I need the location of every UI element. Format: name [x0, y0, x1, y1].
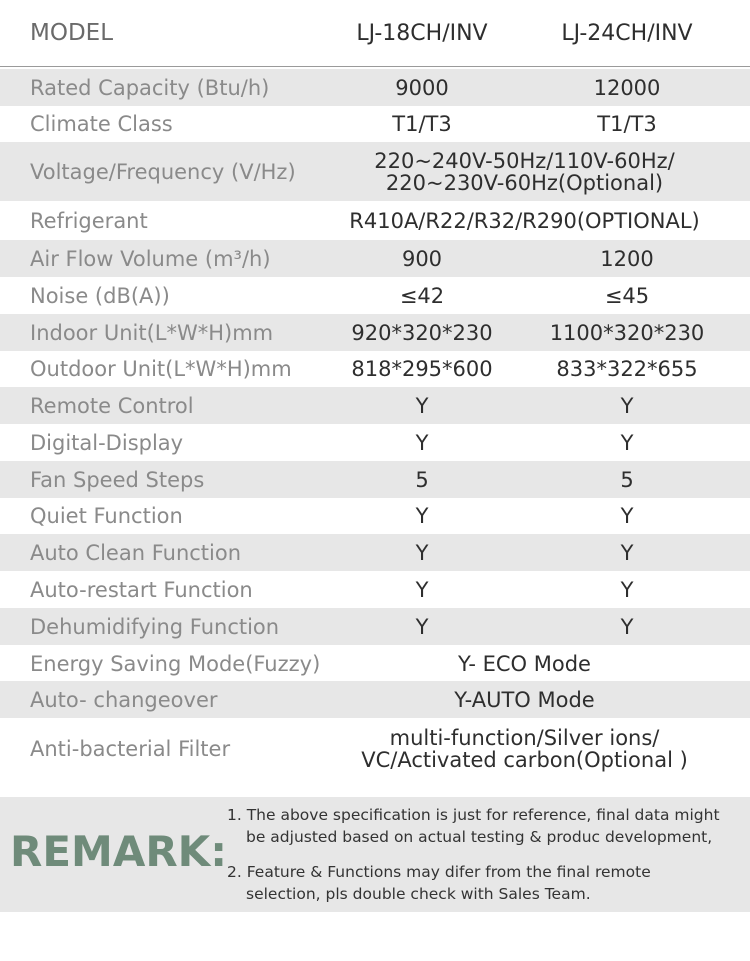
row-value-shared: [322, 645, 727, 682]
row-value-line: Y- ECO Mode: [458, 651, 591, 676]
row-label: Air Flow Volume (m³/h): [30, 246, 271, 271]
row-value-model-2: 1200: [600, 246, 654, 271]
row-value-shared: [322, 142, 727, 201]
table-row: [0, 314, 750, 351]
row-value-model-1: ≤42: [399, 283, 445, 308]
table-row: [0, 608, 750, 645]
row-value-line: VC/Activated carbon(Optional ): [361, 748, 688, 772]
row-label: Fan Speed Steps: [30, 467, 205, 492]
row-value-line: 220~230V-60Hz(Optional): [385, 170, 664, 195]
table-row: [0, 534, 750, 571]
row-value-shared: [322, 202, 727, 239]
row-value-model-1: 900: [401, 246, 443, 271]
table-row: [0, 350, 750, 387]
table-row: [0, 202, 750, 239]
row-value-line: R410A/R22/R32/R290(OPTIONAL): [349, 208, 700, 233]
table-row: [0, 142, 750, 201]
remark-note-1-line-1: 1. The above specification is just for reference, final data might: [227, 806, 720, 824]
row-value-line: multi-function/Silver ions/: [389, 726, 660, 750]
table-row: [0, 69, 750, 106]
row-value-shared: [322, 681, 727, 718]
row-value-model-1: 818*295*600: [351, 356, 493, 381]
row-value-model-2: 12000: [593, 75, 661, 100]
row-value-model-2: Y: [620, 503, 634, 528]
row-value-model-1: Y: [415, 540, 429, 565]
remark-note-2: [227, 861, 747, 905]
row-value-model-1: Y: [415, 503, 429, 528]
remark-title: REMARK:: [10, 827, 228, 876]
row-label: Voltage/Frequency (V/Hz): [30, 159, 296, 184]
row-value-model-1: 5: [415, 467, 429, 492]
row-value-model-1: Y: [415, 614, 429, 639]
table-row: [0, 571, 750, 608]
table-row: [0, 105, 750, 142]
remark-note-1: [227, 804, 747, 848]
row-label: Anti-bacterial Filter: [30, 737, 231, 761]
row-label: Dehumidifying Function: [30, 614, 280, 639]
row-value-model-2: Y: [620, 430, 634, 455]
header-label: MODEL: [30, 20, 114, 46]
header-model-2: LJ-24CH/INV: [561, 20, 693, 46]
row-label: Rated Capacity (Btu/h): [30, 75, 270, 100]
row-label: Quiet Function: [30, 503, 183, 528]
table-row: [0, 424, 750, 461]
row-value-model-1: 920*320*230: [351, 320, 493, 345]
row-label: Auto- changeover: [30, 687, 218, 712]
row-value-model-2: 5: [620, 467, 634, 492]
remark-section: [0, 797, 750, 912]
table-row: [0, 277, 750, 314]
row-value-shared: [322, 718, 727, 780]
row-label: Auto-restart Function: [30, 577, 253, 602]
remark-note-2-line-2: selection, pls double check with Sales Team.: [246, 885, 591, 903]
row-label: Climate Class: [30, 111, 173, 136]
row-label: Digital-Display: [30, 430, 184, 455]
row-value-model-1: Y: [415, 430, 429, 455]
remark-note-1-line-2: be adjusted based on actual testing & produc development,: [246, 828, 713, 846]
row-value-model-1: Y: [415, 577, 429, 602]
row-value-line: Y-AUTO Mode: [454, 687, 595, 712]
table-row: [0, 240, 750, 277]
table-row: [0, 461, 750, 498]
row-value-model-2: 1100*320*230: [549, 320, 705, 345]
remark-note-2-line-1: 2. Feature & Functions may difer from the final remote: [227, 863, 651, 881]
table-row: [0, 645, 750, 682]
row-label: Auto Clean Function: [30, 540, 242, 565]
row-label: Refrigerant: [30, 208, 148, 233]
row-value-model-2: Y: [620, 614, 634, 639]
table-row: [0, 387, 750, 424]
row-value-line: 220~240V-50Hz/110V-60Hz/: [374, 148, 675, 173]
table-row: [0, 718, 750, 780]
row-label: Energy Saving Mode(Fuzzy): [30, 651, 321, 676]
row-value-model-2: Y: [620, 577, 634, 602]
row-label: Indoor Unit(L*W*H)mm: [30, 320, 274, 345]
table-row: [0, 681, 750, 718]
table-header: [0, 0, 750, 67]
row-value-model-2: T1/T3: [597, 111, 657, 136]
row-label: Remote Control: [30, 393, 194, 418]
row-value-model-2: Y: [620, 540, 634, 565]
row-value-model-2: ≤45: [604, 283, 650, 308]
row-value-model-1: T1/T3: [392, 111, 452, 136]
row-value-model-1: Y: [415, 393, 429, 418]
header-model-1: LJ-18CH/INV: [356, 20, 488, 46]
row-value-model-2: 833*322*655: [556, 356, 698, 381]
table-row: [0, 497, 750, 534]
row-label: Noise (dB(A)): [30, 283, 170, 308]
row-label: Outdoor Unit(L*W*H)mm: [30, 356, 292, 381]
row-value-model-2: Y: [620, 393, 634, 418]
row-value-model-1: 9000: [395, 75, 449, 100]
